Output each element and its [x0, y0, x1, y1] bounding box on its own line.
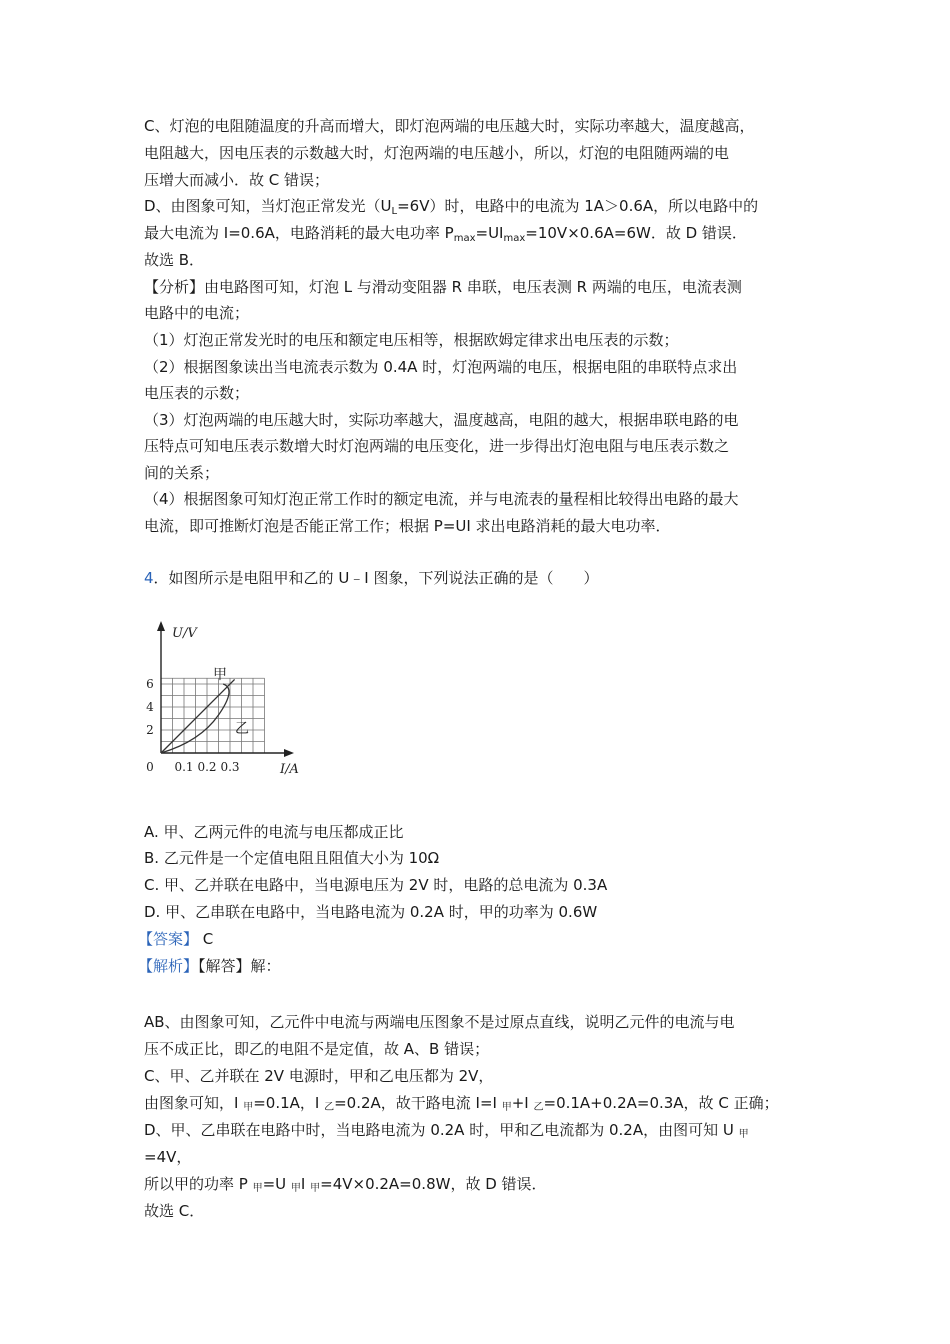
text-fragment: =U	[262, 1175, 291, 1193]
subscript: 甲	[310, 1183, 321, 1194]
series-label-jia: 甲	[213, 667, 227, 683]
subscript: 甲	[738, 1129, 749, 1140]
x-tick-label: 0.1	[174, 760, 194, 774]
subscript: 甲	[290, 1183, 301, 1194]
text-line: C、灯泡的电阻随温度的升高而增大，即灯泡两端的电压越大时，实际功率越大，温度越高，	[144, 117, 755, 135]
y-axis-arrow	[157, 621, 165, 631]
analysis-line: 电流，即可推断灯泡是否能正常工作；根据 P=UI 求出电路消耗的最大电功率．	[144, 517, 671, 535]
text-line	[144, 196, 758, 216]
analysis-line: （3）灯泡两端的电压越大时，实际功率越大，温度越高，电阻的越大，根据串联电路的电	[144, 411, 739, 429]
question-title	[144, 568, 599, 588]
text-line	[144, 223, 747, 243]
text-fragment: =0.1A+0.2A=0.3A，故 C 正确；	[543, 1094, 779, 1112]
text-fragment: I	[300, 1175, 311, 1193]
subscript: max	[453, 233, 476, 244]
analysis-line: （2）根据图象读出当电流表示数为 0.4A 时，灯泡两端的电压，根据电阻的串联特点求出	[144, 358, 738, 376]
text-fragment: =4V×0.2A=0.8W，故 D 错误．	[320, 1175, 547, 1193]
option-c: C. 甲、乙并联在电路中，当电源电压为 2V 时，电路的总电流为 0.3A	[144, 876, 608, 894]
x-tick-label: 0.2	[197, 760, 217, 774]
question-text: ．如图所示是电阻甲和乙的 U﹣I 图象，下列说法正确的是（ ）	[153, 569, 599, 587]
text-fragment: =6V）时，电路中的电流为 1A＞0.6A，所以电路中的	[397, 197, 759, 215]
option-a: A. 甲、乙两元件的电流与电压都成正比	[144, 823, 404, 841]
conclusion-line: 故选 B．	[144, 251, 205, 269]
text-fragment: =0.2A，故干路电流 I=I	[334, 1094, 502, 1112]
text-fragment: 最大电流为 I=0.6A，电路消耗的最大电功率 P	[144, 224, 454, 242]
analysis-line: 间的关系；	[144, 464, 220, 482]
question-number: 4	[144, 569, 154, 587]
series-lines	[161, 679, 235, 753]
solution-line: AB、由图象可知，乙元件中电流与两端电压图象不是过原点直线，说明乙元件的电流与电	[144, 1013, 735, 1031]
option-d: D. 甲、乙串联在电路中，当电路电流为 0.2A 时，甲的功率为 0.6W	[144, 903, 598, 921]
analysis-line: （1）灯泡正常发光时的电压和额定电压相等，根据欧姆定律求出电压表的示数；	[144, 331, 679, 349]
series-label-yi: 乙	[235, 721, 249, 737]
solution-subtag: 【解答】解：	[198, 957, 281, 975]
subscript: 甲	[243, 1102, 254, 1113]
subscript: max	[503, 233, 526, 244]
subscript: 甲	[252, 1183, 263, 1194]
y-tick-label: 2	[146, 723, 154, 737]
series-line-jia	[161, 679, 235, 753]
solution-line	[144, 1120, 749, 1145]
x-axis-arrow	[284, 749, 294, 757]
analysis-line: 电压表的示数；	[144, 384, 250, 402]
solution-conclusion: 故选 C．	[144, 1202, 205, 1220]
text-line: 压增大而减小．故 C 错误；	[144, 171, 330, 189]
subscript: 甲	[501, 1102, 512, 1113]
analysis-line: 【分析】由电路图可知，灯泡 L 与滑动变阻器 R 串联，电压表测 R 两端的电压，电流表测	[144, 278, 742, 296]
solution-line	[144, 1174, 547, 1199]
text-fragment: 所以甲的功率 P	[144, 1175, 253, 1193]
text-fragment: =UI	[475, 224, 504, 242]
x-axis-label: I/A	[280, 762, 299, 777]
text-fragment: +I	[511, 1094, 534, 1112]
solution-line: =4V，	[144, 1148, 192, 1166]
analysis-line: 压特点可知电压表示数增大时灯泡两端的电压变化，进一步得出灯泡电阻与电压表示数之	[144, 437, 730, 455]
subscript: 乙	[324, 1102, 335, 1113]
text-line: 电阻越大，因电压表的示数越大时，灯泡两端的电压越小，所以，灯泡的电阻随两端的电	[144, 144, 730, 162]
solution-line: C、甲、乙并联在 2V 电源时，甲和乙电压都为 2V，	[144, 1067, 494, 1085]
answer-tag: 【答案】	[138, 930, 199, 948]
solution-line	[144, 1093, 779, 1118]
y-axis-label: U/V	[172, 626, 197, 641]
grid	[161, 678, 265, 753]
subscript: 乙	[533, 1102, 544, 1113]
y-tick-label: 4	[146, 700, 154, 714]
solution-line: 压不成正比，即乙的电阻不是定值，故 A、B 错误；	[144, 1040, 490, 1058]
y-tick-label: 6	[146, 677, 154, 691]
x-tick-label: 0.3	[220, 760, 240, 774]
origin-label: 0	[146, 760, 154, 774]
subscript: L	[391, 206, 398, 217]
text-fragment: =0.1A，I	[253, 1094, 325, 1112]
text-fragment: 由图象可知，I	[144, 1094, 244, 1112]
graph-labels	[146, 626, 299, 777]
option-b: B. 乙元件是一个定值电阻且阻值大小为 10Ω	[144, 849, 440, 867]
text-fragment: =10V×0.6A=6W．故 D 错误．	[525, 224, 747, 242]
ui-graph	[140, 615, 310, 785]
analysis-line: 电路中的电流；	[144, 304, 250, 322]
solution-tag: 【解析】	[138, 957, 199, 975]
answer-value: C	[198, 930, 214, 948]
text-fragment: D、由图象可知，当灯泡正常发光（U	[144, 197, 392, 215]
solution-header	[138, 956, 281, 976]
analysis-line: （4）根据图象可知灯泡正常工作时的额定电流，并与电流表的量程相比较得出电路的最大	[144, 490, 739, 508]
answer-line	[138, 929, 213, 949]
text-fragment: D、甲、乙串联在电路中时，当电路电流为 0.2A 时，甲和乙电流都为 0.2A，由图可知 U	[144, 1121, 739, 1139]
